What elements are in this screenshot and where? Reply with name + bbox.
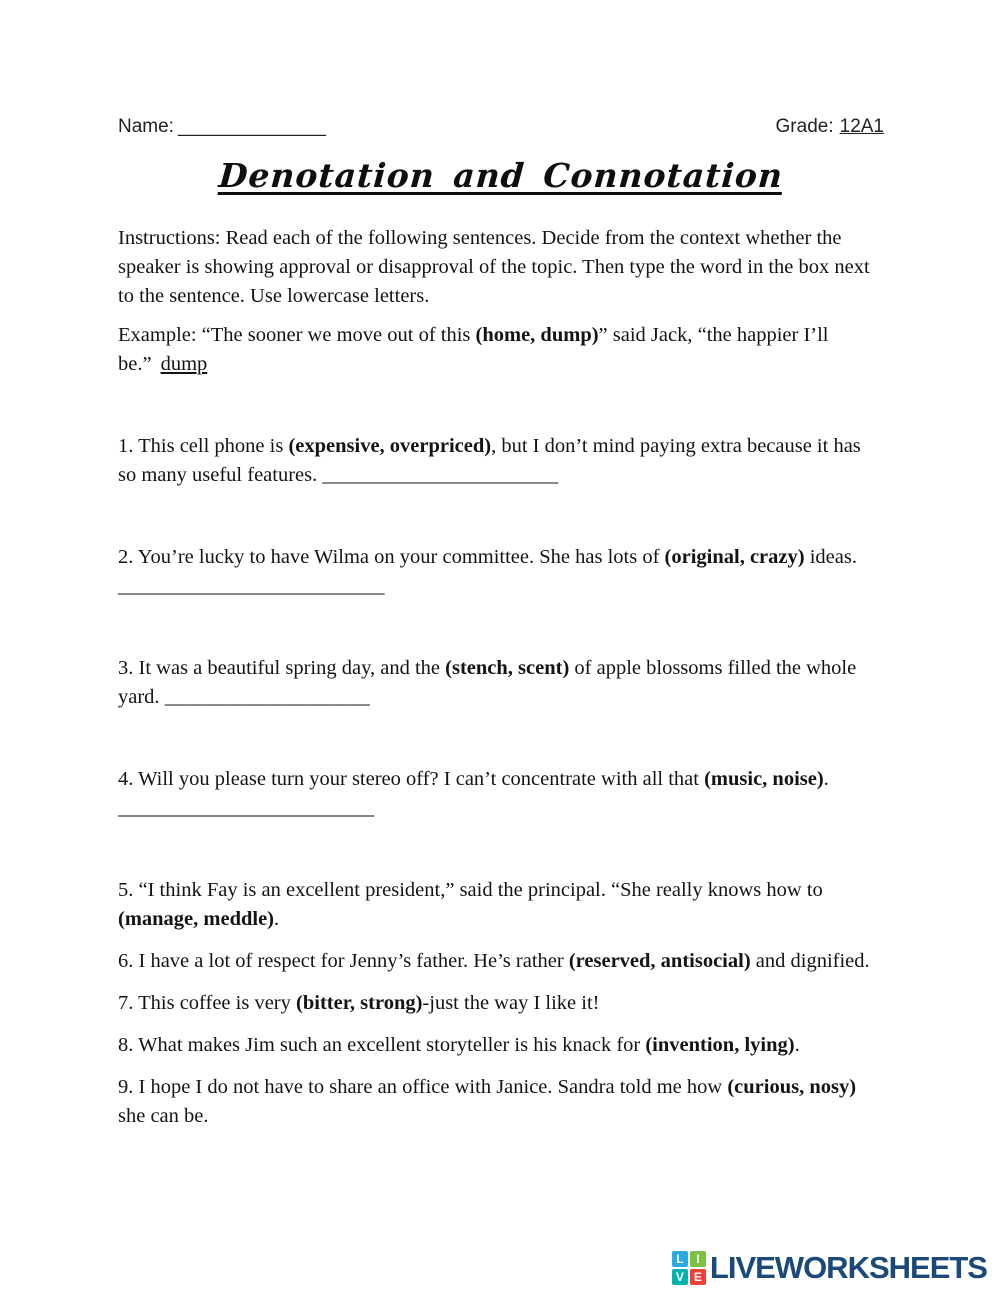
question-item-3 [118,654,884,712]
item-text-pre: I hope I do not have to share an office with Janice. Sandra told me how [133,1076,728,1098]
item-text-pre: What makes Jim such an excellent storyteller is his knack for [133,1034,646,1056]
item-number: 9. [118,1076,134,1098]
item-bold-choice: (bitter, strong) [296,992,423,1014]
instructions-paragraph: Instructions: Read each of the following sentences. Decide from the context whether the speaker is showing approval or disapproval of the topic. Then type the word in the box next to the sentence. Use lowercase letters. [118,227,870,307]
item-text-post: ideas. [804,546,857,568]
logo-tile-l: L [672,1251,688,1267]
item-text-post: , but I don’t mind paying extra because it has so many useful features. [118,435,861,486]
grade-label: Grade: [775,116,834,137]
answer-blank-4[interactable]: _________________________ [118,797,375,819]
question-item-5 [118,876,884,934]
item-text-post: of apple blossoms filled the whole yard. [118,657,857,708]
item-text-pre: I have a lot of respect for Jenny’s father. He’s rather [133,950,569,972]
name-label: Name: [118,116,174,137]
item-text-pre: It was a beautiful spring day, and the [133,657,446,679]
question-item-9 [118,1073,884,1131]
item-bold-choice: (reserved, antisocial) [568,950,751,972]
example-answer: dump [160,353,208,375]
item-text-post: and dignified. [750,950,870,972]
item-text-pre: Will you please turn your stereo off? I can’t concentrate with all that [133,768,705,790]
item-bold-choice: (invention, lying) [645,1034,795,1056]
item-text-pre: “I think Fay is an excellent president,” said the principal. “She really knows how to [133,879,823,901]
question-item-4 [118,765,884,823]
item-bold-choice: (original, crazy) [664,546,805,568]
answer-blank-3[interactable]: ____________________ [164,686,370,708]
question-item-2 [118,543,884,601]
example-bold-choice: (home, dump) [475,324,599,346]
logo-tile-v: V [672,1269,688,1285]
grade-line [776,116,884,138]
item-number: 2. [118,546,134,568]
liveworksheets-logo [672,1250,987,1286]
liveworksheets-tiles-icon [672,1251,706,1285]
item-number: 3. [118,657,134,679]
name-line [118,116,326,138]
item-number: 1. [118,435,134,457]
worksheet-title: Denotation and Connotation [217,156,785,195]
item-text-post: she can be. [118,1105,209,1127]
item-text-post: . [274,908,280,930]
item-bold-choice: (stench, scent) [445,657,570,679]
example-text-pre: Example: “The sooner we move out of this [118,324,476,346]
liveworksheets-wordmark: LIVEWORKSHEETS [709,1250,987,1285]
item-text-pre: You’re lucky to have Wilma on your committee. She has lots of [133,546,665,568]
header-row [118,116,884,138]
item-bold-choice: (expensive, overpriced) [288,435,492,457]
item-text-post: . [823,768,829,790]
item-bold-choice: (music, noise) [704,768,824,790]
item-text-pre: This cell phone is [133,435,289,457]
example-text-post: ” said Jack, “the happier I’ll be.” [118,324,829,375]
item-text-pre: This coffee is very [133,992,297,1014]
item-number: 8. [118,1034,134,1056]
example-paragraph [118,321,884,379]
item-text-post: -just the way I like it! [422,992,600,1014]
item-bold-choice: (curious, nosy) [727,1076,857,1098]
answer-blank-1[interactable]: _______________________ [322,464,559,486]
logo-tile-e: E [690,1269,706,1285]
question-item-1 [118,432,884,490]
logo-tile-i: I [690,1251,706,1267]
item-number: 7. [118,992,134,1014]
item-number: 5. [118,879,134,901]
item-number: 4. [118,768,134,790]
name-blank-field[interactable]: ______________ [177,116,326,137]
question-item-6 [118,947,884,976]
grade-value: 12A1 [839,116,884,137]
item-text-post: . [794,1034,800,1056]
question-item-7 [118,989,884,1018]
answer-blank-2[interactable]: __________________________ [118,575,385,597]
item-bold-choice: (manage, meddle) [118,908,275,930]
question-item-8 [118,1031,884,1060]
item-number: 6. [118,950,134,972]
